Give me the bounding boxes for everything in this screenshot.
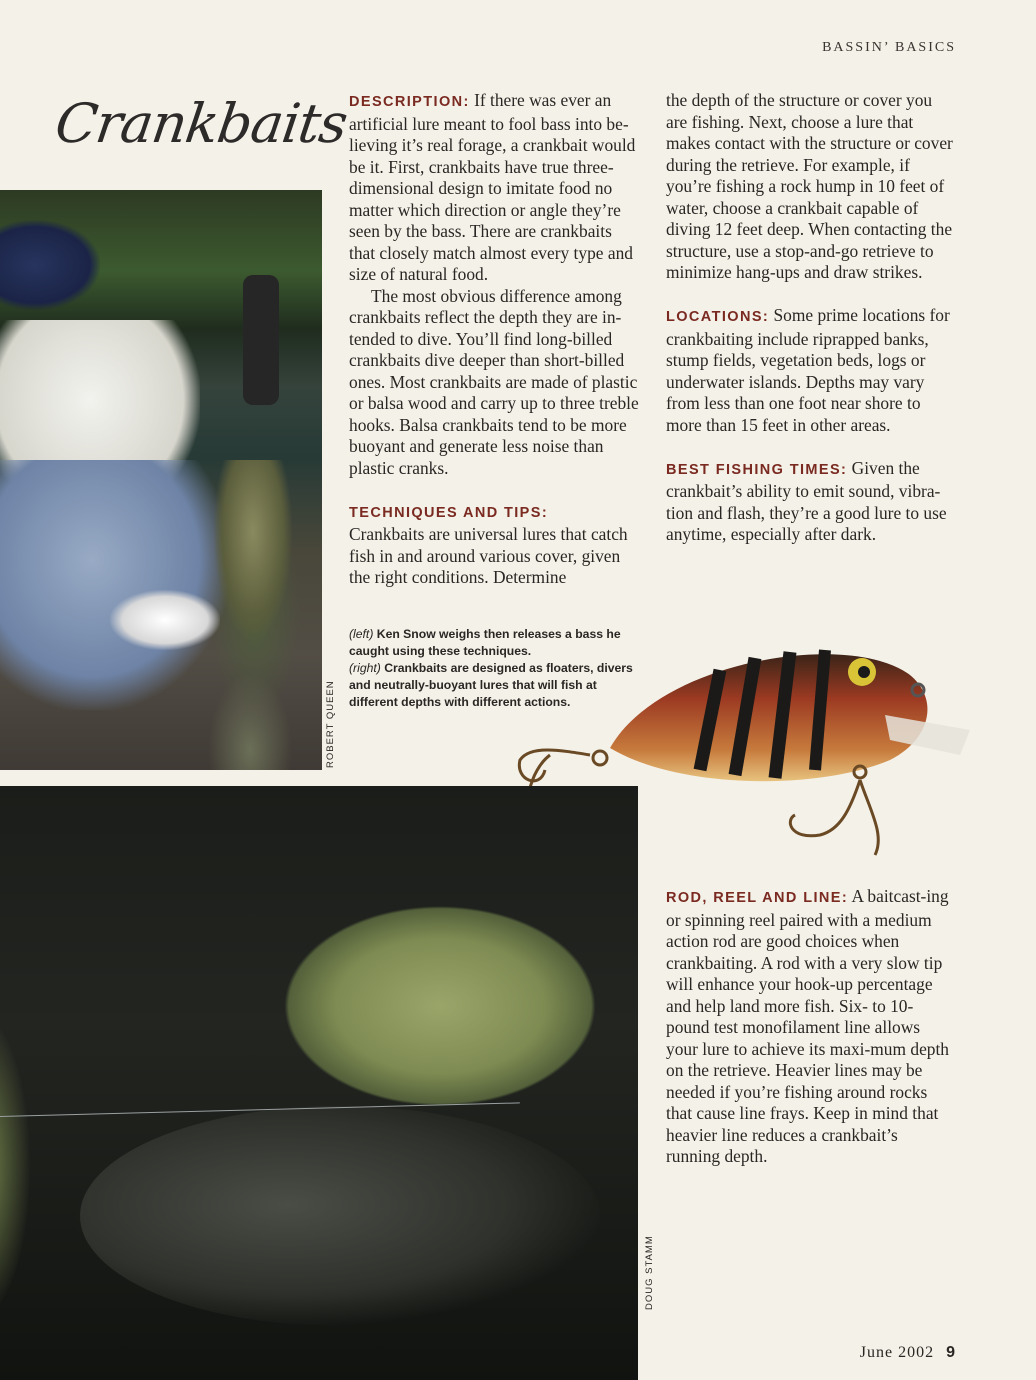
description-paragraph-1: DESCRIPTION: If there was ever an artificial lure meant to fool bass into be-lieving it’s real forage, a crankbait would be it. First, crankbaits have true three-dimensional design to imitate food no matter which direction or angle they’re seen by the bass. There are crankbaits that closely match almost every type and size of natural food. [349,90,636,284]
locations-paragraph: LOCATIONS: Some prime locations for crankbaiting include riprapped banks, stump fields, vegetation beds, logs or underwater islands. Depths may vary from less than one foot near shore to more than 15 feet in other areas. [666,305,950,435]
description-heading: DESCRIPTION: [349,94,470,110]
rod-reel-line-heading: ROD, REEL AND LINE: [666,890,849,906]
bass-lily-pad-photo [0,786,638,1380]
techniques-heading-line [349,501,641,525]
techniques-heading: TECHNIQUES AND TIPS: [349,504,549,521]
best-times-heading: BEST FISHING TIMES: [666,461,848,478]
caption-left-label: (left) [349,627,374,641]
running-head: BASSIN’ BASICS [822,40,956,55]
page-folio [860,1344,956,1362]
issue-date: June 2002 [859,1344,935,1361]
description-paragraph-2: The most obvious difference among crankbaits reflect the depth they are in-tended to dive. You’ll find long-billed crankbaits dive deeper than short-billed ones. Most crankbaits are made of plastic or balsa wood and carry up to three treble hooks. Balsa crankbaits tend to be more buoyant and generate less noise than plastic cranks. [349,285,639,478]
locations-heading: LOCATIONS: [666,309,770,325]
caption-left-text: Ken Snow weighs then releases a bass he caught using these techniques. [349,627,621,658]
caption-right-text: Crankbaits are designed as floaters, divers and neutrally-buoyant lures that will fish at different depths with different actions. [349,661,633,709]
techniques-paragraph: Crankbaits are universal lures that catch fish in and around various cover, given the right conditions. Determine [349,524,628,587]
article-title: Crankbaits [51,92,351,155]
best-times-paragraph: BEST FISHING TIMES: Given the crankbait’s ability to emit sound, vibra-tion and flash, they’re a good lure to use anytime, especially after dark. [666,457,947,544]
page-number: 9 [946,1344,956,1361]
rod-reel-line-paragraph: ROD, REEL AND LINE: A baitcast-ing or spinning reel paired with a medium action rod are good choices when crankbaiting. A rod with a very slow tip will enhance your hook-up percentage and help land more fish. Six- to 10-pound test monofilament line allows your lure to achieve its maxi-mum depth on the retrieve. Heavier lines may be needed if you’re fishing around rocks that cause line frays. Keep in mind that heavier line reduces a crankbait’s running depth. [666,886,950,1166]
column-right [666,90,956,546]
photo-credit-top: ROBERT QUEEN [325,680,336,768]
rod-reel-line-column [666,886,956,1168]
column-middle [349,90,641,589]
continued-paragraph: the depth of the structure or cover you are fishing. Next, choose a lure that makes contact with the structure or cover during the retrieve. For example, if you’re fishing a rock hump in 10 feet of water, choose a crankbait capable of diving 12 feet deep. When contacting the structure, use a stop-and-go retrieve to minimize hang-ups and draw strikes. [666,90,953,282]
photo-credit-bottom: DOUG STAMM [644,1235,655,1310]
caption-right-label: (right) [349,661,381,675]
angler-weighing-bass-photo [0,190,322,770]
